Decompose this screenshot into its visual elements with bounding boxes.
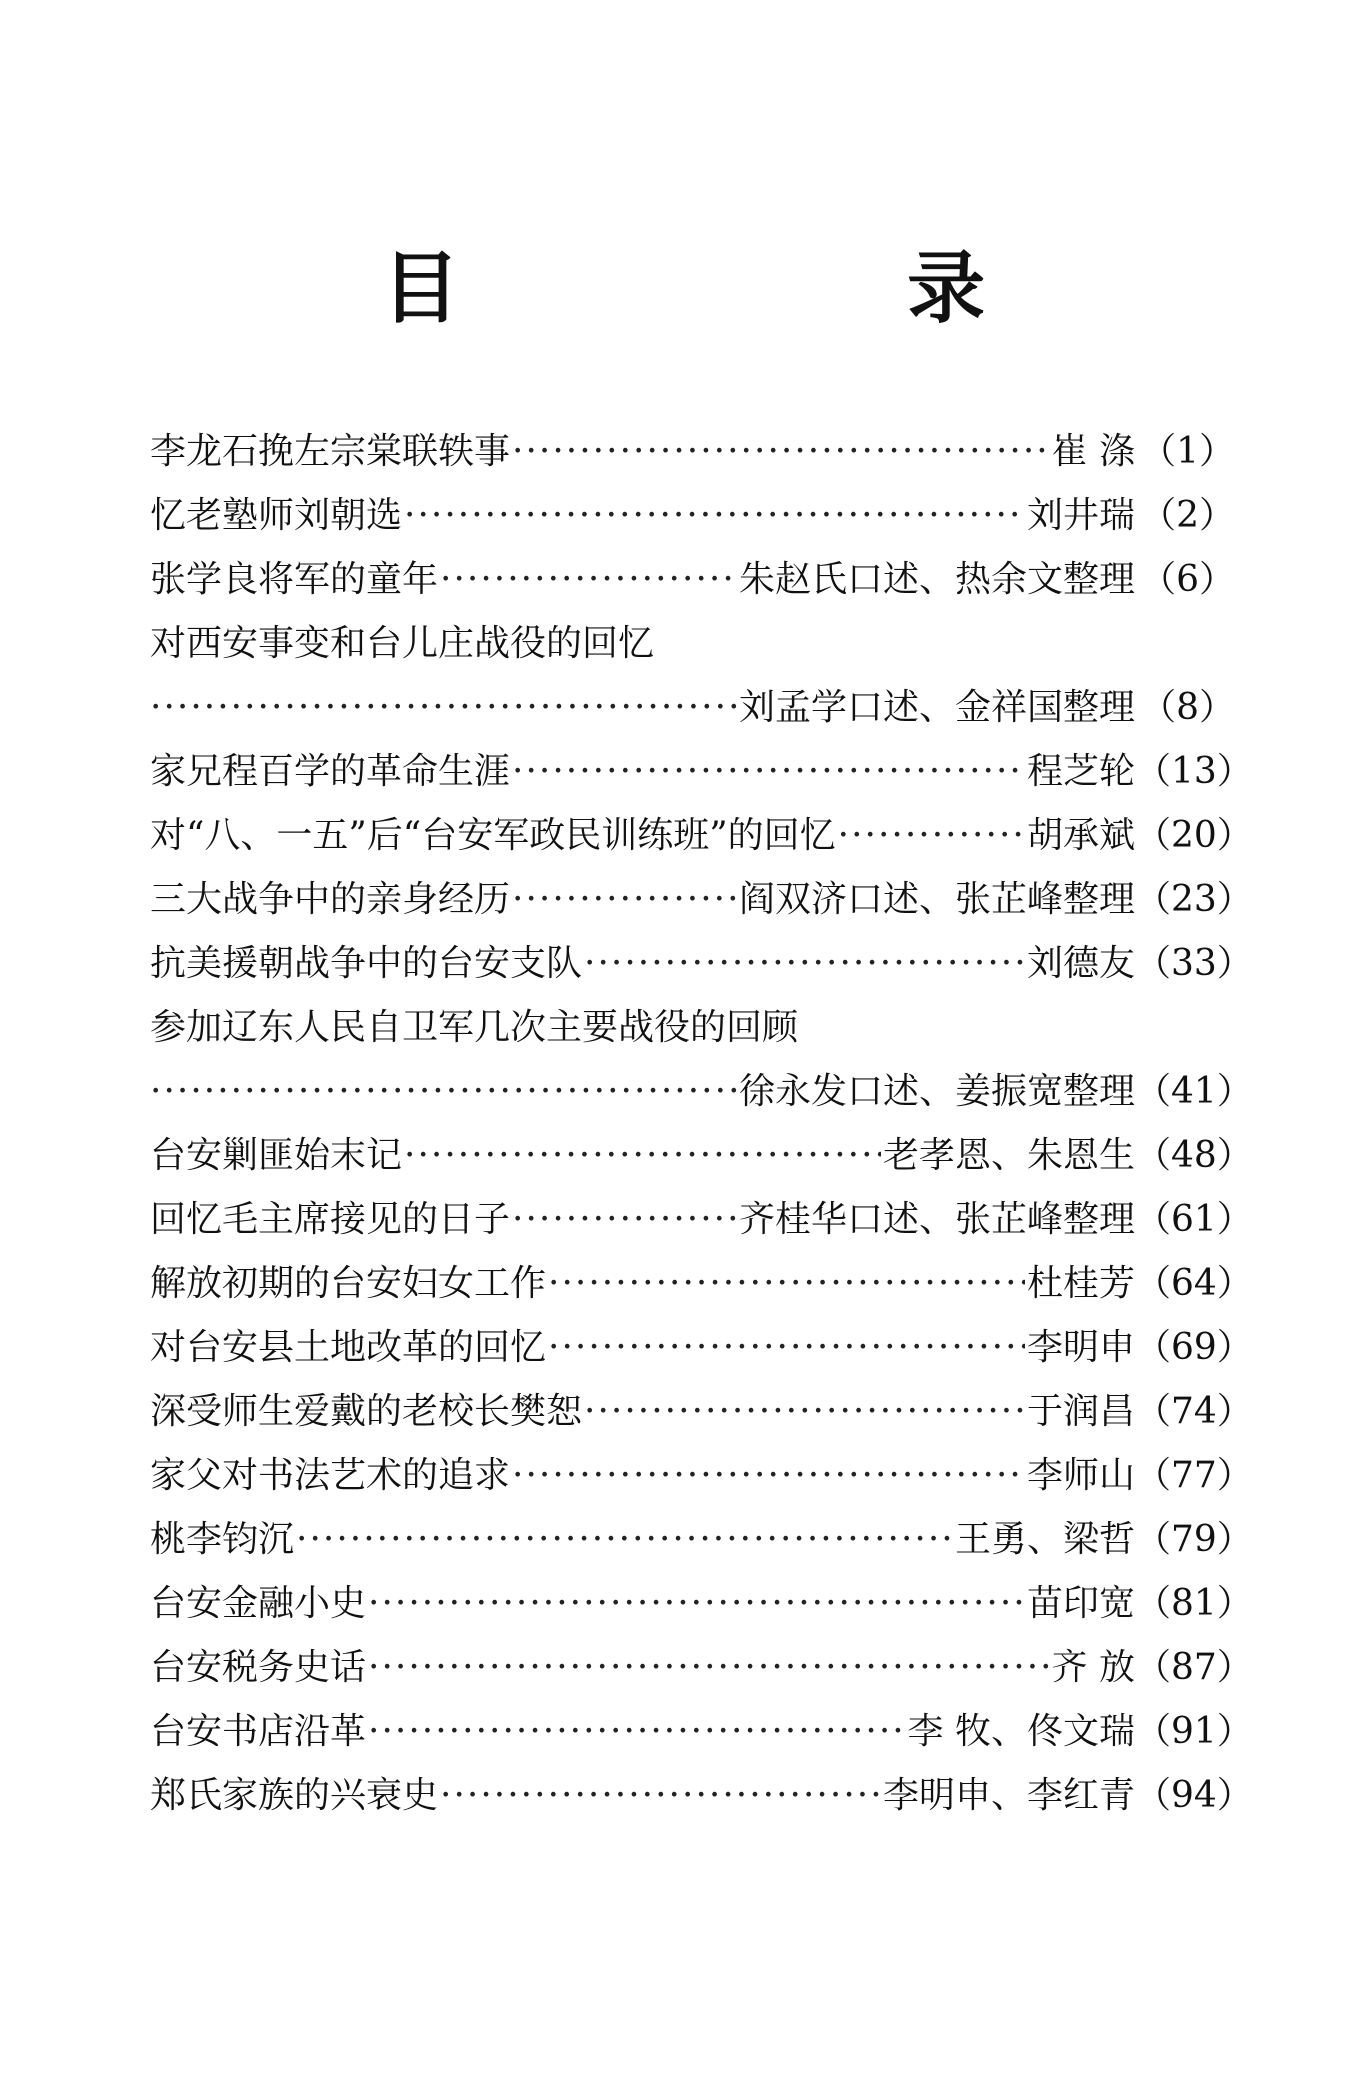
entry-title: 台安税务史话 xyxy=(150,1647,367,1688)
entry-title: 回忆毛主席接见的日子 xyxy=(150,1199,511,1240)
toc-entry xyxy=(150,612,1235,676)
dot-leader xyxy=(512,1188,737,1252)
dot-leader xyxy=(440,548,737,612)
toc-entry xyxy=(150,740,1253,804)
entry-page: （6） xyxy=(1140,559,1235,600)
entry-title: 对台安县土地改革的回忆 xyxy=(150,1327,547,1368)
entry-author: 齐桂华口述、张芷峰整理 xyxy=(738,1199,1135,1240)
page-title: 目 录 xyxy=(381,244,1196,334)
entry-author: 刘井瑞 xyxy=(1026,495,1135,536)
toc-entry xyxy=(150,1572,1253,1636)
toc-entry xyxy=(150,804,1253,868)
entry-title: 参加辽东人民自卫军几次主要战役的回顾 xyxy=(150,1007,799,1048)
entry-author: 李 牧、佟文瑞 xyxy=(907,1711,1135,1752)
entry-author: 苗印宽 xyxy=(1026,1583,1135,1624)
entry-author: 于润昌 xyxy=(1026,1391,1135,1432)
toc-entry xyxy=(150,1700,1253,1764)
toc-entry xyxy=(150,1508,1253,1572)
toc-entry xyxy=(150,1444,1253,1508)
entry-title: 台安剿匪始末记 xyxy=(150,1135,403,1176)
toc-entry xyxy=(150,484,1235,548)
entry-page: （77） xyxy=(1135,1455,1253,1496)
toc-entry xyxy=(150,1636,1253,1700)
entry-page: （91） xyxy=(1135,1711,1253,1752)
entry-page: （23） xyxy=(1135,879,1253,920)
entry-author: 崔 涤 xyxy=(1051,431,1135,472)
entry-page: （20） xyxy=(1135,815,1253,856)
entry-author: 李师山 xyxy=(1026,1455,1135,1496)
entry-author: 程芝轮 xyxy=(1026,751,1135,792)
entry-title: 家父对书法艺术的追求 xyxy=(150,1455,511,1496)
entry-page: （79） xyxy=(1135,1519,1253,1560)
entry-author: 刘德友 xyxy=(1026,943,1135,984)
dot-leader xyxy=(512,1444,1025,1508)
entry-page: （64） xyxy=(1135,1263,1253,1304)
entry-author: 李明申、李红青 xyxy=(882,1775,1135,1816)
toc-entry xyxy=(150,1764,1253,1828)
entry-title: 桃李钧沉 xyxy=(150,1519,295,1560)
entry-title: 三大战争中的亲身经历 xyxy=(150,879,511,920)
dot-leader xyxy=(150,1060,737,1124)
entry-page: （41） xyxy=(1135,1071,1253,1112)
dot-leader xyxy=(404,1124,881,1188)
toc-entry xyxy=(150,868,1253,932)
entry-page: （61） xyxy=(1135,1199,1253,1240)
entry-title: 抗美援朝战争中的台安支队 xyxy=(150,943,583,984)
toc-entry-continuation xyxy=(150,1060,1253,1124)
entry-page: （48） xyxy=(1135,1135,1253,1176)
entry-page: （81） xyxy=(1135,1583,1253,1624)
entry-author: 李明申 xyxy=(1026,1327,1135,1368)
entry-author: 朱赵氏口述、热余文整理 xyxy=(738,559,1135,600)
entry-page: （94） xyxy=(1135,1775,1253,1816)
dot-leader xyxy=(150,676,737,740)
entry-title: 李龙石挽左宗棠联轶事 xyxy=(150,431,511,472)
entry-title: 对“八、一五”后“台安军政民训练班”的回忆 xyxy=(150,815,836,856)
dot-leader xyxy=(404,484,1025,548)
entry-title: 台安书店沿革 xyxy=(150,1711,367,1752)
entry-page: （8） xyxy=(1140,687,1235,728)
entry-page: （87） xyxy=(1135,1647,1253,1688)
entry-title: 深受师生爱戴的老校长樊恕 xyxy=(150,1391,583,1432)
entry-author: 老孝恩、朱恩生 xyxy=(882,1135,1135,1176)
dot-leader xyxy=(368,1572,1025,1636)
entry-title: 郑氏家族的兴衰史 xyxy=(150,1775,439,1816)
toc-entry xyxy=(150,1380,1253,1444)
toc-entry-continuation xyxy=(150,676,1235,740)
entry-page: （2） xyxy=(1140,495,1235,536)
entry-title: 家兄程百学的革命生涯 xyxy=(150,751,511,792)
entry-author: 阎双济口述、张芷峰整理 xyxy=(738,879,1135,920)
entry-page: （74） xyxy=(1135,1391,1253,1432)
toc-entry xyxy=(150,1124,1253,1188)
entry-title: 张学良将军的童年 xyxy=(150,559,439,600)
dot-leader xyxy=(584,1380,1025,1444)
entry-author: 王勇、梁哲 xyxy=(954,1519,1135,1560)
entry-page: （69） xyxy=(1135,1327,1253,1368)
entry-author: 齐 放 xyxy=(1051,1647,1135,1688)
toc-entry xyxy=(150,1252,1253,1316)
dot-leader xyxy=(512,868,737,932)
entry-author: 胡承斌 xyxy=(1026,815,1135,856)
entry-author: 徐永发口述、姜振宽整理 xyxy=(738,1071,1135,1112)
dot-leader xyxy=(548,1316,1025,1380)
entry-title: 台安金融小史 xyxy=(150,1583,367,1624)
dot-leader xyxy=(296,1508,953,1572)
dot-leader xyxy=(368,1636,1050,1700)
dot-leader xyxy=(512,420,1050,484)
toc-entry xyxy=(150,996,1235,1060)
entry-page: （33） xyxy=(1135,943,1253,984)
dot-leader xyxy=(440,1764,881,1828)
entry-page: （13） xyxy=(1135,751,1253,792)
toc-entry xyxy=(150,548,1235,612)
entry-author: 刘孟学口述、金祥国整理 xyxy=(738,687,1135,728)
dot-leader xyxy=(584,932,1025,996)
toc-entry xyxy=(150,1188,1253,1252)
toc-entry xyxy=(150,1316,1253,1380)
dot-leader xyxy=(368,1700,906,1764)
entry-page: （1） xyxy=(1140,431,1235,472)
entry-title: 忆老塾师刘朝选 xyxy=(150,495,403,536)
entry-title: 解放初期的台安妇女工作 xyxy=(150,1263,547,1304)
dot-leader xyxy=(548,1252,1025,1316)
entry-author: 杜桂芳 xyxy=(1026,1263,1135,1304)
toc-entry xyxy=(150,932,1253,996)
toc-entry xyxy=(150,420,1235,484)
table-of-contents xyxy=(150,420,1253,1828)
dot-leader xyxy=(838,804,1025,868)
entry-title: 对西安事变和台儿庄战役的回忆 xyxy=(150,623,655,664)
dot-leader xyxy=(512,740,1025,804)
